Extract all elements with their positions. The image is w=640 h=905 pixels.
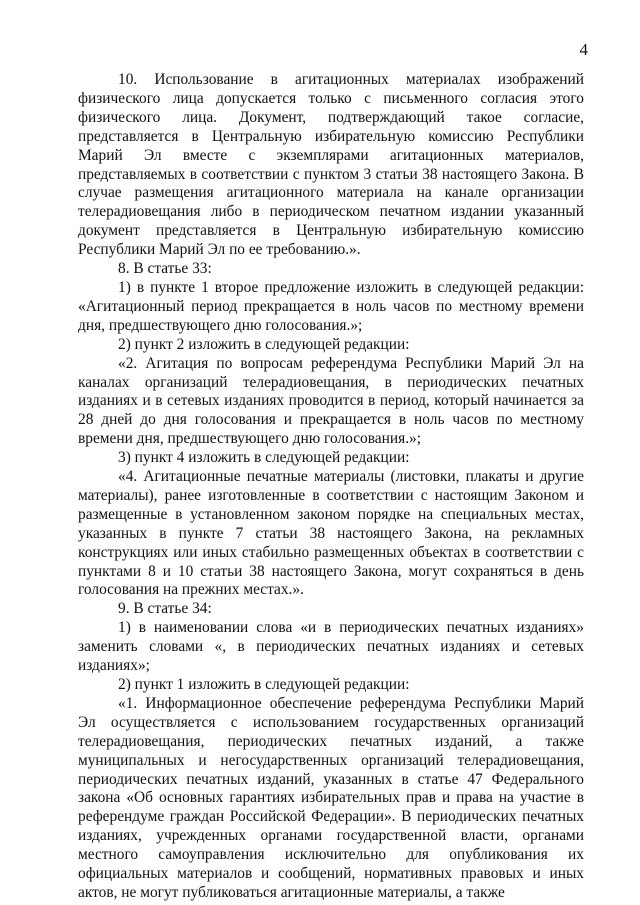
paragraph-33-item-1: 1) в пункте 1 второе предложение изложить в следующей редакции: «Агитационный период прекращается в ноль часов по местному времени дня, предшествующего дню голосования.»; [78,278,584,334]
paragraph-33-item-2: 2) пункт 2 изложить в следующей редакции: [118,335,410,353]
paragraph-33-item-3-text: «4. Агитационные печатные материалы (листовки, плакаты и другие материалы), ранее изготовленные в соответствии с настоящим Законом и размещенные в установленном законом порядке на специальных местах, указанных в пункте 7 статьи 38 настоящего Закона, на рекламных конструкциях или иных стабильно размещенных объектах в соответствии с пунктами 8 и 10 статьи 38 настоящего Закона, могут сохраняться в день голосования на прежних местах.». [78,468,584,599]
paragraph-article-33: 8. В статье 33: [118,260,212,278]
document-body [78,71,584,903]
paragraph-10-images: 10. Использование в агитационных материалах изображений физического лица допускается только с письменного согласия этого физического лица. Документ, подтверждающий такое согласие, представляется в Центральную избирательную комиссию Республики Марий Эл вместе с экземплярами агитационных материалов, представляемых в соответствии с пунктом 3 статьи 38 настоящего Закона. В случае размещения агитационного материала на канале организации телерадиовещания либо в периодическом печатном издании указанный документ представляется в Центральную избирательную комиссию Республики Марий Эл по ее требованию.». [78,71,584,259]
paragraph-33-item-3: 3) пункт 4 изложить в следующей редакции: [118,449,410,467]
paragraph-33-item-2-text: «2. Агитация по вопросам референдума Республики Марий Эл на каналах организаций телерадиовещания, в периодических печатных изданиях и в сетевых изданиях проводится в период, который начинается за 28 дней до дня голосования и прекращается в ноль часов по местному времени дня, предшествующего дню голосования.»; [78,354,584,448]
paragraph-34-item-2: 2) пункт 1 изложить в следующей редакции: [118,676,410,693]
paragraph-article-34: 9. В статье 34: [118,600,212,618]
paragraph-34-item-2-text: «1. Информационное обеспечение референдума Республики Марий Эл осуществляется с использованием государственных организаций телерадиовещания, периодических печатных изданий, а также муниципальных и негосударственных организаций телерадиовещания, периодических печатных изданий, указанных в статье 47 Федерального закона «Об основных гарантиях избирательных прав и права на участие в референдуме граждан Российской Федерации». В периодических печатных изданиях, учрежденных органами государственной власти, органами местного самоуправления исключительно для опубликования их официальных материалов и сообщений, нормативных правовых и иных актов, не могут публиковаться агитационные материалы, а также [78,694,584,901]
paragraph-34-item-1: 1) в наименовании слова «и в периодических печатных изданиях» заменить словами «, в периодических печатных изданиях и сетевых изданиях»; [78,619,584,675]
page-number: 4 [579,40,588,59]
